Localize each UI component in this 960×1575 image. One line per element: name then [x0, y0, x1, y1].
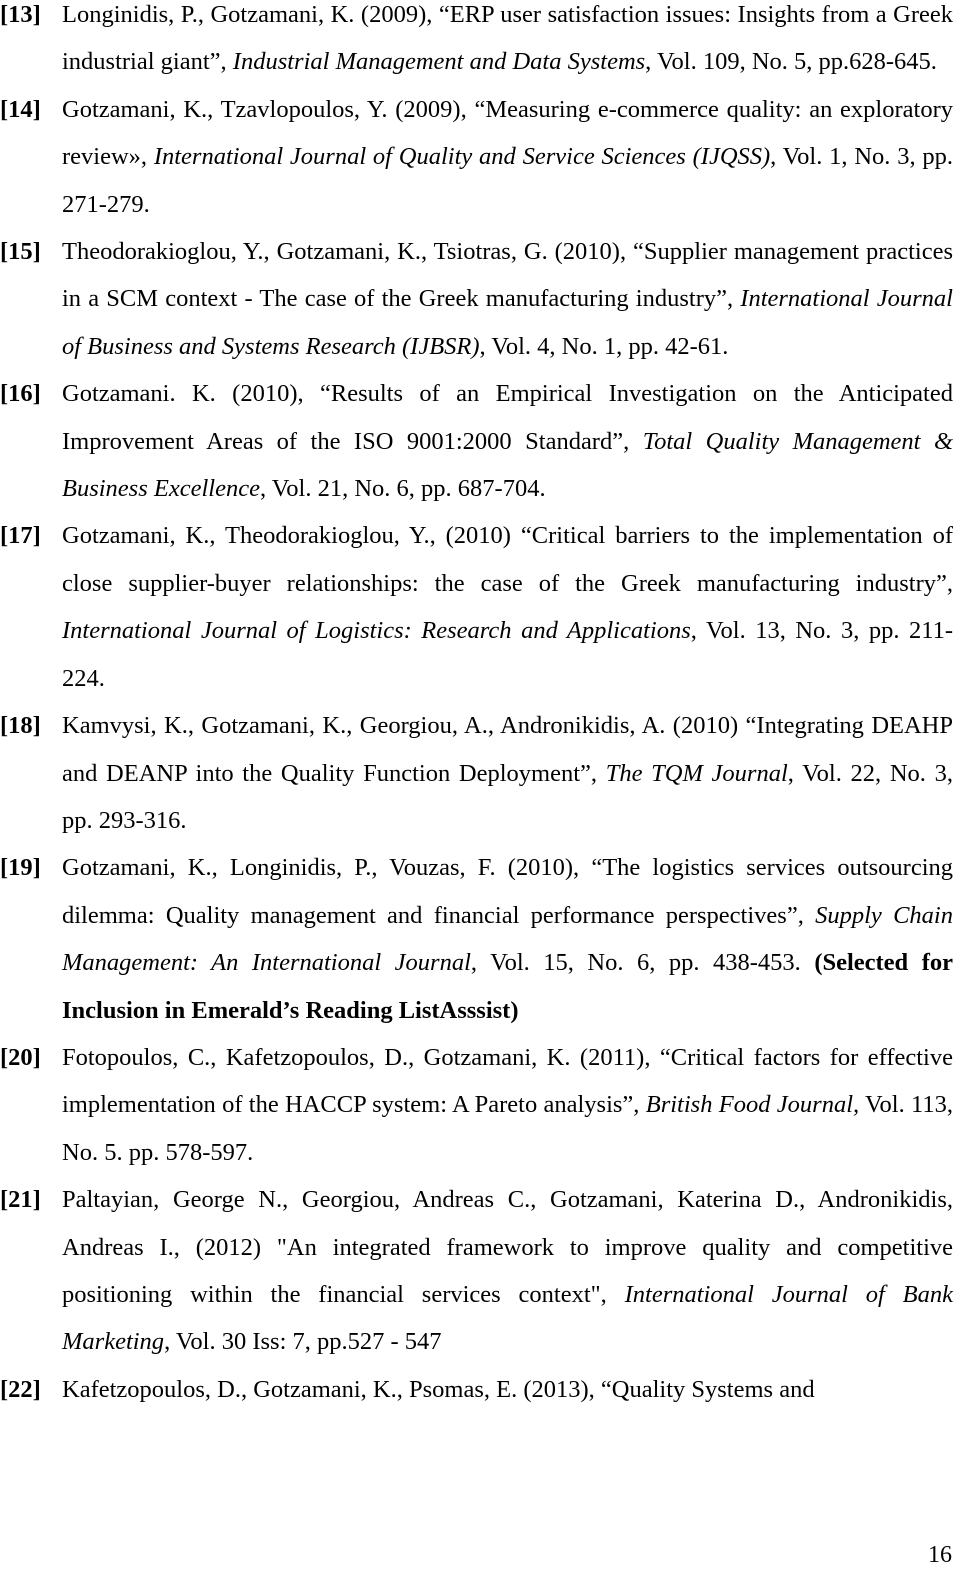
reference-segment: Theodorakioglou, Y., Gotzamani, K., Tsiotras, G. (2010), “Supplier management practices in a SCM context - The case of the Greek manufacturing industry”, — [62, 238, 953, 313]
reference-number: [14] — [0, 95, 41, 123]
reference-segment: , Vol. 30 Iss: 7, pp.527 - 547 — [164, 1328, 442, 1356]
reference-entry — [0, 1366, 953, 1413]
journal-title: British Food Journal, — [645, 1091, 860, 1119]
reference-segment: , Vol. 15, No. 6, pp. 438-453. — [470, 949, 815, 977]
reference-number: [15] — [0, 238, 41, 266]
reference-number: [16] — [0, 380, 41, 408]
journal-title: International Journal of Quality and Service Sciences (IJQSS) — [153, 143, 771, 171]
reference-entry — [0, 228, 953, 370]
reference-segment: , Vol. 22, No. 3, pp. 293-316. — [62, 759, 953, 834]
reference-text — [62, 1034, 953, 1176]
reference-text — [62, 702, 953, 844]
reference-entry — [0, 512, 953, 702]
reference-segment: , Vol. 21, No. 6, pp. 687-704. — [259, 475, 546, 503]
journal-title: International Journal of Bank Marketing — [62, 1280, 953, 1356]
reference-segment: Kamvysi, K., Gotzamani, K., Georgiou, A., Andronikidis, A. (2010) “Integrating DEAHP and DEANP into the Quality Function Deployment”, — [62, 712, 953, 787]
reference-text — [62, 370, 953, 512]
reference-segment: Vol. 113, No. 5. pp. 578-597. — [62, 1091, 953, 1166]
reference-number: [13] — [0, 1, 41, 28]
journal-title: Total Quality Management & Business Excellence — [62, 427, 953, 503]
reference-note: (Selected for Inclusion in Emerald’s Reading ListAsssist) — [62, 949, 953, 1024]
reference-segment: Fotopoulos, C., Kafetzopoulos, D., Gotzamani, K. (2011), “Critical factors for effective implementation of the HACCP system: A Pareto analysis”, — [62, 1043, 953, 1119]
reference-entry — [0, 370, 953, 512]
reference-segment: Longinidis, P., Gotzamani, K. (2009), “ERP user satisfaction issues: Insights from a Greek industrial giant”, — [62, 1, 953, 76]
reference-segment: Gotzamani, K., Tzavlopoulos, Y. (2009), “Measuring e-commerce quality: an exploratory review», — [62, 95, 953, 171]
reference-text — [62, 1366, 953, 1413]
reference-text — [62, 86, 953, 228]
page-number: 16 — [928, 1542, 952, 1568]
reference-text — [62, 512, 953, 702]
reference-segment: , Vol. 13, No. 3, pp. 211-224. — [62, 617, 953, 692]
reference-entry — [0, 0, 953, 86]
reference-segment: Gotzamani, K., Theodorakioglou, Y., (2010) “Critical barriers to the implementation of close supplier-buyer relationships: the case of the Greek manufacturing industry”, — [62, 522, 953, 597]
journal-title: International Journal of Logistics: Research and Applications — [62, 617, 691, 645]
reference-segment: Kafetzopoulos, D., Gotzamani, K., Psomas, E. (2013), “Quality Systems and — [62, 1375, 815, 1403]
reference-segment: , Vol. 1, No. 3, pp. 271-279. — [62, 143, 953, 218]
reference-entry — [0, 1176, 953, 1366]
journal-title: The TQM Journal — [605, 759, 788, 787]
reference-number: [21] — [0, 1186, 41, 1214]
reference-segment: Paltayian, George N., Georgiou, Andreas C., Gotzamani, Katerina D., Andronikidis, Andreas I., (2012) "An integrated framework to improve quality and competitive positioning within the financial services context", — [62, 1186, 953, 1308]
journal-title: International Journal of Business and Systems Research (IJBSR) — [62, 285, 953, 360]
reference-text — [62, 228, 953, 370]
reference-entry — [0, 86, 953, 228]
reference-number: [17] — [0, 522, 41, 550]
journal-title: Supply Chain Management: An International Journal — [62, 901, 953, 977]
reference-segment: , Vol. 4, No. 1, pp. 42-61. — [479, 332, 729, 360]
reference-number: [19] — [0, 854, 41, 882]
reference-number: [22] — [0, 1375, 41, 1403]
reference-text — [62, 1176, 953, 1366]
reference-segment: Gotzamani, K., Longinidis, P., Vouzas, F. (2010), “The logistics services outsourcing dilemma: Quality management and financial performance perspectives”, — [62, 854, 953, 929]
reference-segment: Gotzamani. K. (2010), “Results of an Empirical Investigation on the Anticipated Improvement Areas of the ISO 9001:2000 Standard”, — [62, 380, 953, 455]
reference-number: [18] — [0, 712, 41, 740]
journal-title: Industrial Management and Data Systems — [232, 48, 646, 76]
reference-entry — [0, 1034, 953, 1176]
reference-entry — [0, 702, 953, 844]
reference-text — [62, 0, 953, 86]
reference-text — [62, 844, 953, 1034]
reference-entry — [0, 844, 953, 1034]
reference-number: [20] — [0, 1043, 41, 1071]
reference-segment: , Vol. 109, No. 5, pp.628-645. — [645, 48, 937, 76]
